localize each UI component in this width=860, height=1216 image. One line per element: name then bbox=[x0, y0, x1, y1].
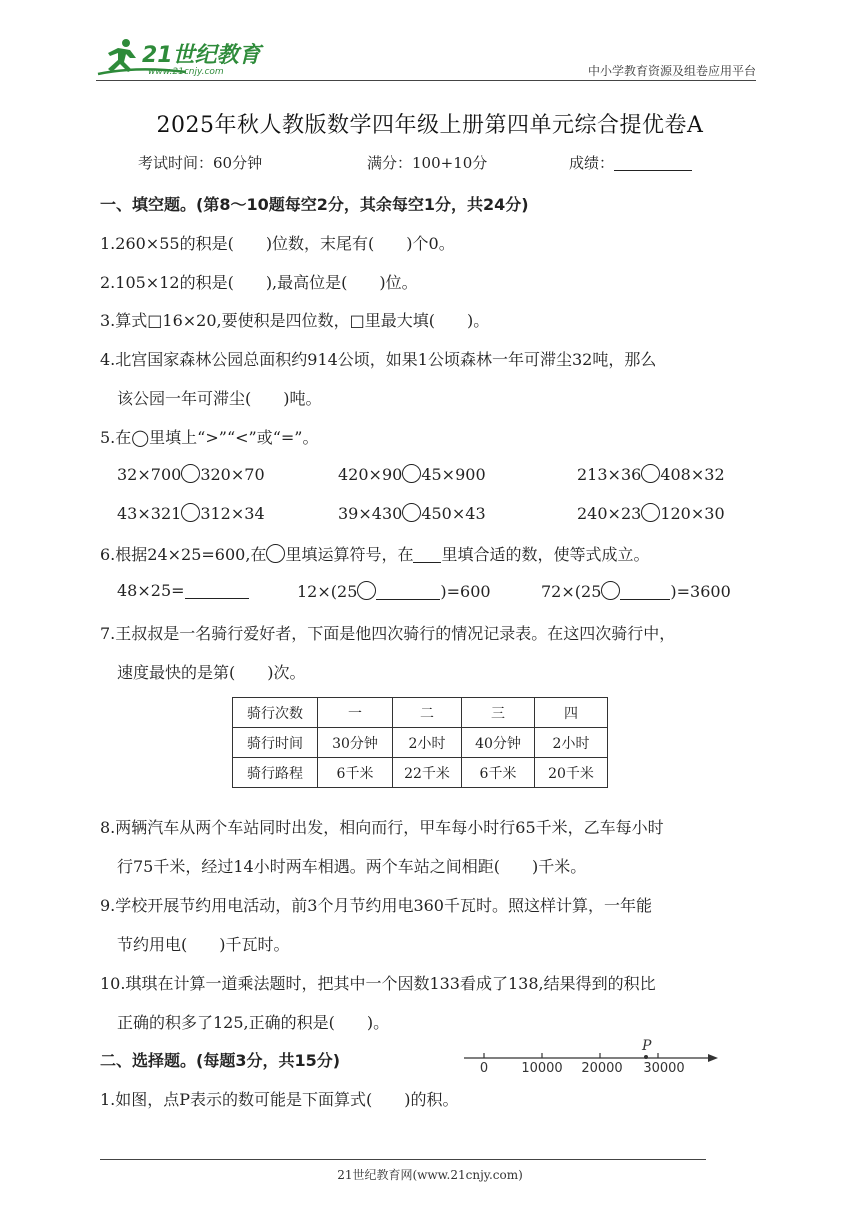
footer-divider bbox=[100, 1159, 706, 1160]
table-cell: 30分钟 bbox=[318, 728, 393, 758]
table-cell: 2小时 bbox=[535, 728, 608, 758]
table-cell: 骑行次数 bbox=[233, 698, 318, 728]
section2-heading: 二、选择题。(每题3分，共15分) bbox=[100, 1051, 341, 1070]
question-1-10-line2: 正确的积多了125,正确的积是( )。 bbox=[117, 1013, 390, 1032]
footer-text: 21世纪教育网(www.21cnjy.com) bbox=[337, 1168, 523, 1182]
question-1-10-line1: 10.琪琪在计算一道乘法题时，把其中一个因数133看成了138,结果得到的积比 bbox=[100, 974, 656, 993]
tick-label: 0 bbox=[479, 1061, 489, 1076]
table-cell: 20千米 bbox=[535, 758, 608, 788]
tick-label: 10000 bbox=[521, 1061, 563, 1076]
svg-text:www.21cnjy.com: www.21cnjy.com bbox=[148, 67, 224, 77]
question-1-7-line2: 速度最快的是第( )次。 bbox=[117, 663, 306, 682]
compare-item: 39×430 450×43 bbox=[338, 504, 486, 523]
grade-blank bbox=[614, 154, 692, 171]
equation-a: 48×25= bbox=[117, 581, 249, 600]
equation-b: 12×(25 )=600 bbox=[297, 582, 491, 601]
answer-circle bbox=[601, 581, 620, 600]
answer-circle bbox=[266, 544, 285, 563]
question-1-6: 6.根据24×25=600,在 里填运算符号，在 里填合适的数，使等式成立。 bbox=[100, 545, 650, 564]
answer-circle bbox=[641, 464, 660, 483]
logo bbox=[96, 36, 266, 80]
question-1-1: 1.260×55的积是( )位数，末尾有( )个0。 bbox=[100, 234, 455, 253]
point-p bbox=[644, 1055, 648, 1059]
compare-item: 32×700 320×70 bbox=[117, 465, 265, 484]
point-label: P bbox=[642, 1038, 652, 1054]
full-score: 满分：100+10分 bbox=[367, 154, 488, 172]
question-1-3: 3.算式□16×20,要使积是四位数，□里最大填( )。 bbox=[100, 311, 490, 330]
compare-item: 213×36 408×32 bbox=[577, 465, 725, 484]
question-1-8-line2: 行75千米，经过14小时两车相遇。两个车站之间相距( )千米。 bbox=[117, 857, 587, 876]
answer-circle bbox=[402, 464, 421, 483]
question-1-7-line1: 7.王叔叔是一名骑行爱好者，下面是他四次骑行的情况记录表。在这四次骑行中， bbox=[100, 624, 676, 643]
answer-circle bbox=[357, 581, 376, 600]
tick-label: 30000 bbox=[643, 1061, 685, 1076]
grade-field bbox=[569, 152, 692, 173]
table-row bbox=[233, 728, 608, 758]
table-cell: 一 bbox=[318, 698, 393, 728]
table-cell: 三 bbox=[462, 698, 535, 728]
question-1-9-line1: 9.学校开展节约用电活动，前3个月节约用电360千瓦时。照这样计算，一年能 bbox=[100, 896, 652, 915]
exam-time: 考试时间：60分钟 bbox=[138, 154, 263, 172]
compare-item: 420×90 45×900 bbox=[338, 465, 486, 484]
table-cell: 6千米 bbox=[318, 758, 393, 788]
table-cell: 6千米 bbox=[462, 758, 535, 788]
table-header-row bbox=[233, 698, 608, 728]
svg-text:21世纪教育: 21世纪教育 bbox=[142, 43, 261, 68]
page-title: 2025年秋人教版数学四年级上册第四单元综合提优卷A bbox=[156, 113, 704, 138]
table-cell: 骑行路程 bbox=[233, 758, 318, 788]
equation-c: 72×(25 )=3600 bbox=[541, 582, 731, 601]
table-cell: 骑行时间 bbox=[233, 728, 318, 758]
question-1-4-line2: 该公园一年可滞尘( )吨。 bbox=[117, 389, 322, 408]
question-1-2: 2.105×12的积是( ),最高位是( )位。 bbox=[100, 273, 418, 292]
compare-item: 240×23 120×30 bbox=[577, 504, 725, 523]
question-2-1: 1.如图，点P表示的数可能是下面算式( )的积。 bbox=[100, 1090, 459, 1109]
question-1-8-line1: 8.两辆汽车从两个车站同时出发，相向而行，甲车每小时行65千米，乙车每小时 bbox=[100, 818, 664, 837]
grade-label: 成绩： bbox=[569, 154, 615, 172]
arrow-icon bbox=[708, 1054, 718, 1062]
table-cell: 40分钟 bbox=[462, 728, 535, 758]
tick-label: 20000 bbox=[581, 1061, 623, 1076]
number-line bbox=[462, 1036, 722, 1076]
answer-circle bbox=[181, 464, 200, 483]
question-1-4-line1: 4.北宫国家森林公园总面积约914公顷，如果1公顷森林一年可滞尘32吨，那么 bbox=[100, 350, 657, 369]
question-1-9-line2: 节约用电( )千瓦时。 bbox=[117, 935, 290, 954]
answer-blank bbox=[620, 583, 670, 600]
platform-name: 中小学教育资源及组卷应用平台 bbox=[587, 64, 756, 78]
answer-blank bbox=[413, 546, 441, 563]
answer-circle bbox=[641, 503, 660, 522]
answer-blank bbox=[185, 582, 249, 599]
compare-item: 43×321 312×34 bbox=[117, 504, 265, 523]
table-cell: 二 bbox=[393, 698, 462, 728]
question-1-5: 5.在◯里填上“>”“<”或“=”。 bbox=[100, 428, 319, 447]
answer-circle bbox=[402, 503, 421, 522]
table-cell: 2小时 bbox=[393, 728, 462, 758]
table-row bbox=[233, 758, 608, 788]
section1-heading: 一、填空题。(第8～10题每空2分，其余每空1分，共24分) bbox=[100, 195, 529, 214]
riding-record-table bbox=[232, 697, 608, 788]
header-divider bbox=[96, 80, 756, 81]
answer-blank bbox=[376, 583, 440, 600]
table-cell: 四 bbox=[535, 698, 608, 728]
table-cell: 22千米 bbox=[393, 758, 462, 788]
answer-circle bbox=[181, 503, 200, 522]
